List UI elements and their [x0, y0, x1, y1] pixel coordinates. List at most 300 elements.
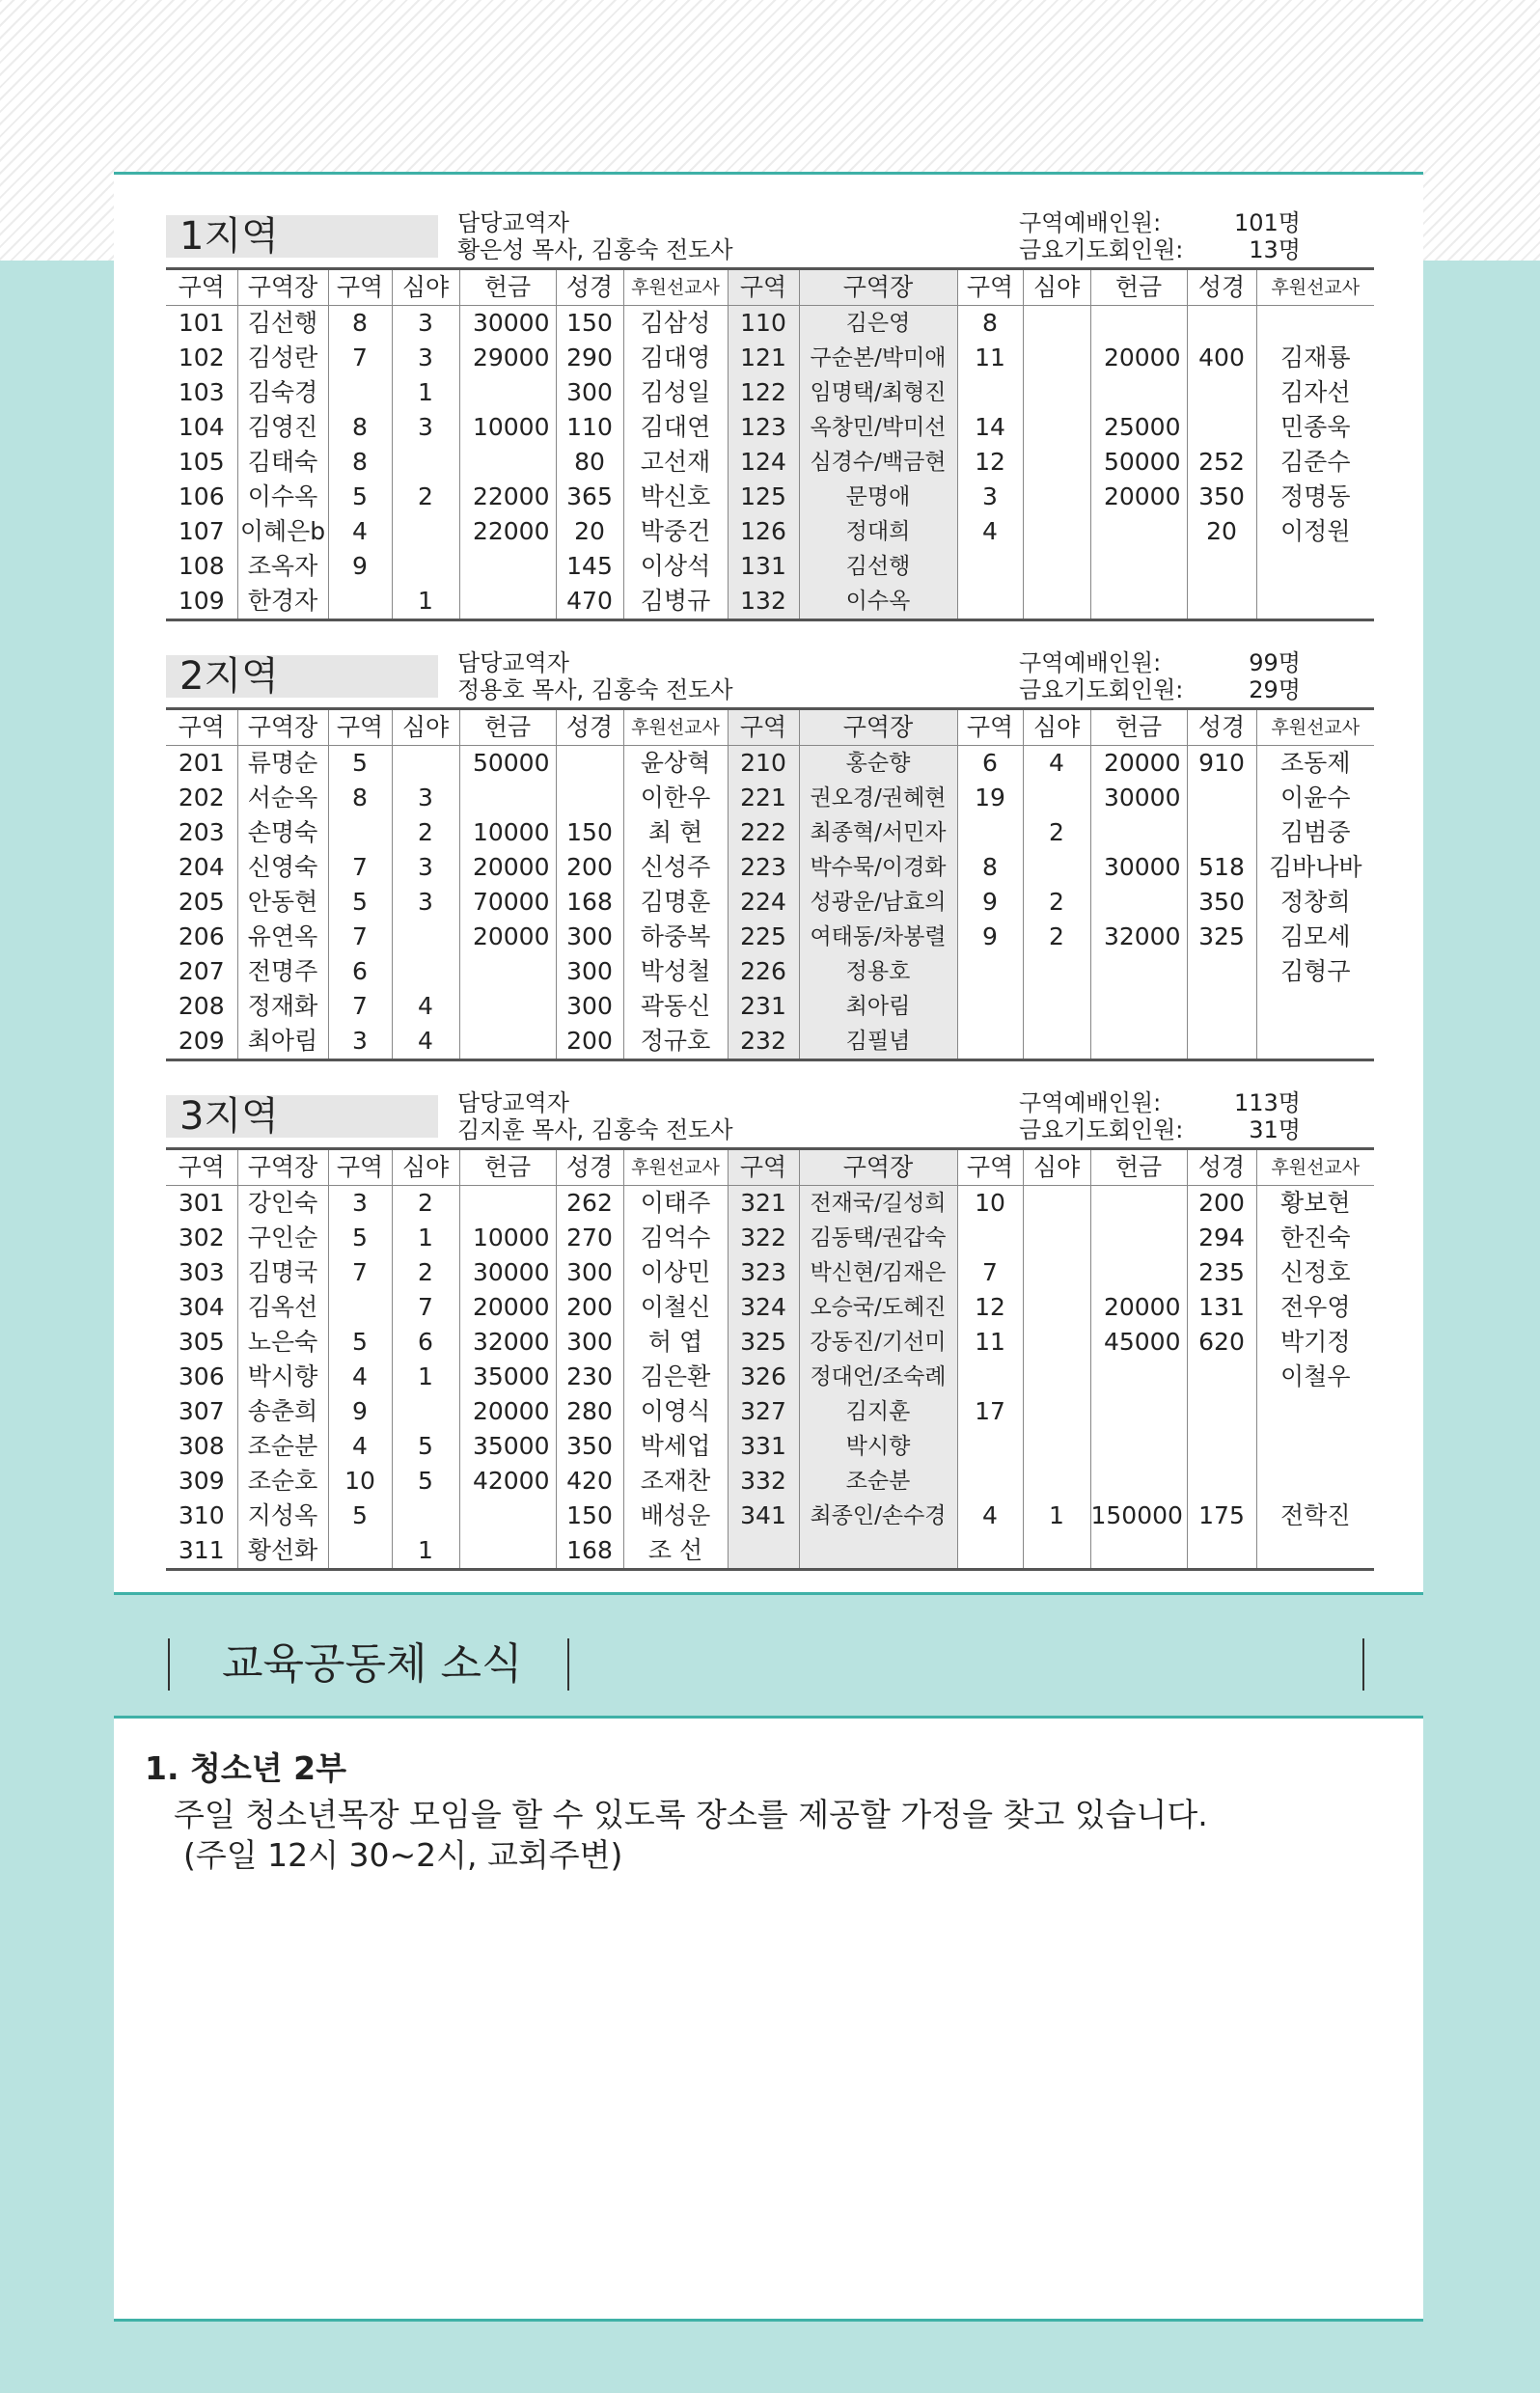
table-cell: 이철신 — [623, 1290, 728, 1325]
table-cell: 전재국/길성희 — [799, 1186, 957, 1222]
table-cell: 230 — [556, 1360, 623, 1394]
table-cell — [1023, 1221, 1090, 1255]
table-cell: 강인숙 — [237, 1186, 328, 1222]
table-cell: 910 — [1187, 746, 1256, 782]
header-bar-right — [1362, 1638, 1364, 1691]
table-cell: 전우영 — [1256, 1290, 1374, 1325]
table-cell: 252 — [1187, 445, 1256, 480]
table-cell: 박시향 — [237, 1360, 328, 1394]
table-cell — [1187, 1394, 1256, 1429]
column-header: 구역 — [166, 709, 237, 746]
news-section-title: 교육공동체 소식 — [222, 1639, 523, 1689]
column-header: 구역 — [957, 269, 1023, 306]
table-row — [166, 1024, 1374, 1060]
table-cell: 김선행 — [237, 306, 328, 342]
table-cell: 19 — [957, 781, 1023, 815]
table-cell: 1 — [392, 1533, 459, 1570]
table-cell — [1023, 1394, 1090, 1429]
table-cell: 신성주 — [623, 850, 728, 885]
table-cell: 131 — [728, 549, 799, 584]
table-cell: 103 — [178, 378, 225, 406]
table-cell: 8 — [957, 850, 1023, 885]
table-cell — [328, 1290, 392, 1325]
table-cell — [1256, 1429, 1374, 1464]
table-cell — [1090, 1186, 1187, 1222]
table-cell — [392, 1499, 459, 1533]
table-cell: 성광운/남효의 — [799, 885, 957, 920]
table-cell: 35000 — [459, 1360, 556, 1394]
table-cell: 박성철 — [623, 954, 728, 989]
table-cell: 101 — [178, 309, 225, 337]
table-cell — [957, 1221, 1023, 1255]
table-cell: 김대영 — [623, 341, 728, 375]
table-cell — [1023, 954, 1090, 989]
table-row — [166, 1221, 1374, 1255]
table-cell: 옥창민/박미선 — [799, 410, 957, 445]
table-cell: 400 — [1187, 341, 1256, 375]
table-cell — [957, 1464, 1023, 1499]
table-cell — [1187, 410, 1256, 445]
friday-count: 13명 — [1249, 236, 1301, 263]
table-cell: 3 — [392, 781, 459, 815]
region-table — [166, 1147, 1374, 1571]
officer-label: 담당교역자 — [457, 649, 569, 676]
table-cell — [728, 1533, 799, 1570]
table-row — [166, 1325, 1374, 1360]
table-cell: 윤상혁 — [623, 746, 728, 782]
table-cell: 327 — [728, 1394, 799, 1429]
table-cell: 이상민 — [623, 1255, 728, 1290]
table-cell: 307 — [178, 1397, 225, 1425]
table-cell: 정용호 — [799, 954, 957, 989]
table-cell — [1256, 1394, 1374, 1429]
friday-label: 금요기도회인원: — [1019, 1116, 1184, 1143]
table-cell — [957, 954, 1023, 989]
table-cell: 한진숙 — [1256, 1221, 1374, 1255]
table-row — [166, 1360, 1374, 1394]
table-cell — [1090, 1024, 1187, 1060]
worship-attendance — [1019, 649, 1308, 676]
table-cell: 김동택/권갑숙 — [799, 1221, 957, 1255]
table-cell — [1187, 1464, 1256, 1499]
table-cell: 김은영 — [799, 306, 957, 342]
table-cell — [1023, 514, 1090, 549]
table-cell — [1090, 989, 1187, 1024]
column-header: 심야 — [1023, 1149, 1090, 1186]
column-header: 헌금 — [459, 709, 556, 746]
column-header: 구역 — [957, 1149, 1023, 1186]
column-header: 구역 — [328, 709, 392, 746]
table-cell: 김범중 — [1256, 815, 1374, 850]
table-cell: 조 선 — [623, 1533, 728, 1570]
column-header: 심야 — [1023, 269, 1090, 306]
table-cell: 226 — [728, 954, 799, 989]
table-cell: 1 — [392, 1221, 459, 1255]
table-cell: 여태동/차봉렬 — [799, 920, 957, 954]
table-cell: 정창희 — [1256, 885, 1374, 920]
table-cell — [1023, 341, 1090, 375]
table-cell: 270 — [556, 1221, 623, 1255]
table-cell — [1023, 1325, 1090, 1360]
table-cell — [328, 584, 392, 620]
table-cell: 294 — [1187, 1221, 1256, 1255]
table-cell: 14 — [957, 410, 1023, 445]
table-cell: 209 — [178, 1027, 225, 1055]
table-cell: 박시향 — [799, 1429, 957, 1464]
worship-label: 구역예배인원: — [1019, 209, 1162, 236]
table-cell: 8 — [328, 410, 392, 445]
table-header-row — [166, 269, 1374, 306]
table-cell — [1090, 885, 1187, 920]
table-cell: 민종욱 — [1256, 410, 1374, 445]
table-cell — [957, 584, 1023, 620]
table-row — [166, 410, 1374, 445]
table-cell — [957, 1360, 1023, 1394]
table-cell: 324 — [728, 1290, 799, 1325]
table-cell: 20000 — [459, 1290, 556, 1325]
table-cell: 최종인/손수경 — [799, 1499, 957, 1533]
table-cell: 106 — [178, 482, 225, 510]
column-header: 구역장 — [237, 709, 328, 746]
table-cell: 309 — [178, 1467, 225, 1495]
table-cell: 박신호 — [623, 480, 728, 514]
table-cell: 김모세 — [1256, 920, 1374, 954]
table-row — [166, 445, 1374, 480]
table-row — [166, 954, 1374, 989]
table-cell: 김바나바 — [1256, 850, 1374, 885]
column-header: 성경 — [1187, 269, 1256, 306]
table-cell: 8 — [957, 306, 1023, 342]
table-row — [166, 306, 1374, 342]
table-cell: 20000 — [459, 1394, 556, 1429]
table-cell: 223 — [728, 850, 799, 885]
table-cell: 224 — [728, 885, 799, 920]
column-header: 후원선교사 — [1256, 269, 1374, 306]
table-cell: 202 — [178, 784, 225, 811]
table-cell: 280 — [556, 1394, 623, 1429]
column-header: 헌금 — [459, 269, 556, 306]
table-cell: 하중복 — [623, 920, 728, 954]
table-cell: 5 — [392, 1429, 459, 1464]
column-header: 후원선교사 — [623, 1149, 728, 1186]
region-1 — [166, 192, 1374, 621]
table-cell — [459, 549, 556, 584]
table-cell: 7 — [328, 989, 392, 1024]
table-cell: 122 — [728, 375, 799, 410]
table-cell: 류명순 — [237, 746, 328, 782]
region-header — [166, 1072, 1374, 1147]
table-cell — [1256, 1464, 1374, 1499]
table-cell — [1090, 815, 1187, 850]
table-row — [166, 850, 1374, 885]
table-cell: 3 — [392, 885, 459, 920]
table-cell: 200 — [1187, 1186, 1256, 1222]
table-cell — [459, 781, 556, 815]
column-header: 헌금 — [1090, 709, 1187, 746]
column-header: 후원선교사 — [1256, 709, 1374, 746]
table-cell: 김억수 — [623, 1221, 728, 1255]
table-cell — [1187, 306, 1256, 342]
column-header: 헌금 — [1090, 1149, 1187, 1186]
table-cell: 323 — [728, 1255, 799, 1290]
table-cell — [1023, 1360, 1090, 1394]
table-cell — [1187, 1024, 1256, 1060]
table-cell — [392, 954, 459, 989]
officer-label: 담당교역자 — [457, 209, 569, 236]
table-cell: 306 — [178, 1362, 225, 1390]
table-cell — [392, 514, 459, 549]
table-cell: 9 — [957, 885, 1023, 920]
column-header: 구역 — [328, 269, 392, 306]
table-cell — [1023, 1429, 1090, 1464]
table-cell: 조순분 — [237, 1429, 328, 1464]
table-cell: 365 — [556, 480, 623, 514]
column-header: 구역 — [728, 269, 799, 306]
table-cell — [1023, 584, 1090, 620]
table-cell: 168 — [556, 885, 623, 920]
table-cell: 2 — [1023, 885, 1090, 920]
table-cell: 145 — [556, 549, 623, 584]
table-row — [166, 1533, 1374, 1570]
table-cell: 262 — [556, 1186, 623, 1222]
table-cell — [1256, 306, 1374, 342]
table-cell: 9 — [328, 1394, 392, 1429]
table-cell: 5 — [328, 1221, 392, 1255]
table-cell — [1090, 1255, 1187, 1290]
table-cell: 3 — [957, 480, 1023, 514]
worship-attendance — [1019, 1089, 1308, 1116]
column-header: 구역 — [166, 269, 237, 306]
table-cell: 50000 — [1090, 445, 1187, 480]
table-cell — [957, 815, 1023, 850]
friday-label: 금요기도회인원: — [1019, 236, 1184, 263]
table-cell: 300 — [556, 375, 623, 410]
table-cell: 조순분 — [799, 1464, 957, 1499]
table-cell: 300 — [556, 1325, 623, 1360]
table-cell: 김성일 — [623, 375, 728, 410]
table-cell — [1090, 514, 1187, 549]
table-cell: 206 — [178, 922, 225, 950]
table-cell: 104 — [178, 413, 225, 441]
table-cell: 150 — [556, 1499, 623, 1533]
table-cell: 22000 — [459, 480, 556, 514]
table-cell: 5 — [328, 885, 392, 920]
table-cell — [556, 746, 623, 782]
table-cell — [1090, 1360, 1187, 1394]
friday-prayer-attendance — [1019, 676, 1308, 703]
table-cell — [459, 989, 556, 1024]
table-cell: 168 — [556, 1533, 623, 1570]
table-cell: 10 — [328, 1464, 392, 1499]
table-cell: 3 — [328, 1186, 392, 1222]
table-cell: 김숙경 — [237, 375, 328, 410]
table-cell: 10000 — [459, 410, 556, 445]
column-header: 구역 — [957, 709, 1023, 746]
table-row — [166, 1429, 1374, 1464]
table-cell: 7 — [328, 341, 392, 375]
table-cell — [1023, 1533, 1090, 1570]
table-cell — [328, 815, 392, 850]
table-cell: 200 — [556, 850, 623, 885]
table-cell: 30000 — [459, 1255, 556, 1290]
table-row — [166, 989, 1374, 1024]
table-cell: 5 — [328, 746, 392, 782]
table-cell — [1090, 584, 1187, 620]
table-cell: 126 — [728, 514, 799, 549]
table-cell: 구순본/박미애 — [799, 341, 957, 375]
table-cell: 1 — [392, 584, 459, 620]
table-cell: 124 — [728, 445, 799, 480]
table-cell: 이태주 — [623, 1186, 728, 1222]
table-cell — [1187, 781, 1256, 815]
table-cell: 송춘희 — [237, 1394, 328, 1429]
table-cell: 32000 — [459, 1325, 556, 1360]
table-cell: 25000 — [1090, 410, 1187, 445]
table-cell — [392, 549, 459, 584]
table-cell: 321 — [728, 1186, 799, 1222]
table-cell: 노은숙 — [237, 1325, 328, 1360]
table-cell: 10 — [957, 1186, 1023, 1222]
table-cell: 유연옥 — [237, 920, 328, 954]
table-cell: 325 — [1187, 920, 1256, 954]
table-row — [166, 885, 1374, 920]
table-cell: 12 — [957, 445, 1023, 480]
column-header: 구역 — [166, 1149, 237, 1186]
table-cell — [1023, 306, 1090, 342]
table-cell: 5 — [328, 1499, 392, 1533]
table-cell: 박수묵/이경화 — [799, 850, 957, 885]
region-title: 3지역 — [166, 1095, 438, 1138]
news-item-text: 주일 청소년목장 모임을 할 수 있도록 장소를 제공할 가정을 찾고 있습니다. — [174, 1796, 1208, 1833]
table-cell — [1187, 815, 1256, 850]
column-header: 구역 — [328, 1149, 392, 1186]
table-cell: 정재화 — [237, 989, 328, 1024]
region-table — [166, 707, 1374, 1061]
table-cell: 102 — [178, 344, 225, 371]
table-cell — [1090, 1394, 1187, 1429]
table-cell: 20 — [1187, 514, 1256, 549]
friday-label: 금요기도회인원: — [1019, 676, 1184, 703]
table-cell: 9 — [328, 549, 392, 584]
table-cell: 2 — [392, 480, 459, 514]
table-cell: 김삼성 — [623, 306, 728, 342]
table-cell — [1023, 445, 1090, 480]
region-table — [166, 267, 1374, 621]
table-cell: 420 — [556, 1464, 623, 1499]
table-cell — [1187, 1429, 1256, 1464]
region-title: 2지역 — [166, 655, 438, 698]
table-cell — [459, 584, 556, 620]
table-cell: 7 — [328, 1255, 392, 1290]
table-cell: 9 — [957, 920, 1023, 954]
friday-prayer-attendance — [1019, 236, 1308, 263]
table-cell: 207 — [178, 957, 225, 985]
table-cell: 전명주 — [237, 954, 328, 989]
table-cell: 2 — [1023, 920, 1090, 954]
table-cell: 신영숙 — [237, 850, 328, 885]
table-row — [166, 584, 1374, 620]
table-cell: 김은환 — [623, 1360, 728, 1394]
table-cell — [1256, 989, 1374, 1024]
table-cell — [1023, 410, 1090, 445]
table-cell: 6 — [957, 746, 1023, 782]
column-header: 성경 — [556, 269, 623, 306]
table-cell — [1187, 1360, 1256, 1394]
table-cell: 326 — [728, 1360, 799, 1394]
table-cell: 정대희 — [799, 514, 957, 549]
table-cell: 곽동신 — [623, 989, 728, 1024]
table-cell: 7 — [328, 850, 392, 885]
table-cell: 225 — [728, 920, 799, 954]
table-cell: 231 — [728, 989, 799, 1024]
table-cell: 이윤수 — [1256, 781, 1374, 815]
table-cell: 정명동 — [1256, 480, 1374, 514]
table-cell — [459, 1499, 556, 1533]
news-item-title: 1. 청소년 2부 — [145, 1749, 346, 1787]
table-cell: 이영식 — [623, 1394, 728, 1429]
table-cell: 6 — [328, 954, 392, 989]
table-cell — [1187, 584, 1256, 620]
table-row — [166, 1255, 1374, 1290]
table-cell — [957, 989, 1023, 1024]
table-cell: 203 — [178, 818, 225, 846]
table-cell: 20000 — [1090, 480, 1187, 514]
table-cell: 김자선 — [1256, 375, 1374, 410]
table-cell: 175 — [1187, 1499, 1256, 1533]
column-header: 성경 — [1187, 709, 1256, 746]
table-cell — [459, 445, 556, 480]
table-cell: 지성옥 — [237, 1499, 328, 1533]
table-cell: 박기정 — [1256, 1325, 1374, 1360]
table-cell: 신정호 — [1256, 1255, 1374, 1290]
table-cell — [1256, 584, 1374, 620]
table-cell: 300 — [556, 989, 623, 1024]
table-cell — [1023, 989, 1090, 1024]
table-cell — [392, 746, 459, 782]
table-cell — [328, 375, 392, 410]
table-row — [166, 341, 1374, 375]
region-2 — [166, 632, 1374, 1061]
table-cell: 김필념 — [799, 1024, 957, 1060]
table-cell: 김명훈 — [623, 885, 728, 920]
table-cell: 30000 — [1090, 850, 1187, 885]
table-cell: 김옥선 — [237, 1290, 328, 1325]
table-cell: 배성운 — [623, 1499, 728, 1533]
table-cell: 310 — [178, 1501, 225, 1529]
table-cell: 20000 — [1090, 341, 1187, 375]
table-cell: 최종혁/서민자 — [799, 815, 957, 850]
table-cell: 22000 — [459, 514, 556, 549]
table-cell — [459, 1186, 556, 1222]
table-cell: 8 — [328, 781, 392, 815]
table-cell — [392, 920, 459, 954]
officer-names: 김지훈 목사, 김홍숙 전도사 — [457, 1116, 733, 1143]
table-cell: 심경수/백금현 — [799, 445, 957, 480]
table-row — [166, 1499, 1374, 1533]
table-cell — [459, 1533, 556, 1570]
table-cell: 5 — [328, 1325, 392, 1360]
table-row — [166, 480, 1374, 514]
column-header: 구역장 — [799, 269, 957, 306]
table-cell: 11 — [957, 1325, 1023, 1360]
table-cell: 42000 — [459, 1464, 556, 1499]
table-cell: 300 — [556, 954, 623, 989]
table-cell: 2 — [1023, 815, 1090, 850]
table-cell: 손명숙 — [237, 815, 328, 850]
table-cell: 강동진/기선미 — [799, 1325, 957, 1360]
table-cell: 8 — [328, 445, 392, 480]
column-header: 심야 — [392, 1149, 459, 1186]
